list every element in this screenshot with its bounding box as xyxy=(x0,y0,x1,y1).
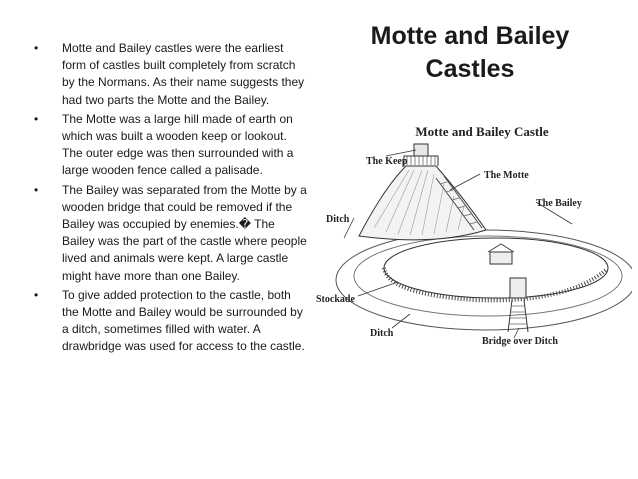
bullet-text: To give added protection to the castle, both the Motte and Bailey would be surrounded by a ditch, sometimes filled with water. A drawbridge was used for access to the castle. xyxy=(62,287,305,354)
bullet-text: The Motte was a large hill made of earth on which was built a wooden keep or lookout. The outer edge was then surrounded with a large wooden fence called a palisade. xyxy=(62,111,294,178)
castle-diagram xyxy=(314,118,632,362)
label-motte: The Motte xyxy=(484,170,529,181)
diagram-heading: Motte and Bailey Castle xyxy=(415,124,549,139)
bailey-gatehouse xyxy=(510,278,526,298)
slide-title-line-2: Castles xyxy=(425,55,515,83)
label-bridge: Bridge over Ditch xyxy=(482,336,558,347)
label-stockade: Stockade xyxy=(316,294,355,305)
bullet-dot: • xyxy=(34,41,39,55)
bullet-item xyxy=(32,111,310,180)
bullet-list xyxy=(32,40,310,358)
label-ditch-left: Ditch xyxy=(326,214,350,225)
label-ditch-bottom: Ditch xyxy=(370,328,394,339)
bullet-dot: • xyxy=(34,111,39,126)
bullet-dot: • xyxy=(34,182,39,197)
bullet-dot: • xyxy=(34,287,39,302)
bullet-item xyxy=(32,182,310,285)
keep-tower xyxy=(414,144,428,156)
label-keep: The Keep xyxy=(366,156,408,167)
bailey-building xyxy=(490,252,512,264)
bullet-item xyxy=(32,40,310,109)
bullet-text: Motte and Bailey castles were the earliest form of castles built completely from scratch by the Normans. As their name suggests they had two parts the Motte and the Bailey. xyxy=(62,41,305,107)
bullet-text: The Bailey was separated from the Motte by a wooden bridge that could be removed if the Bailey was occupied by enemies.� The Bailey was the part of the castle where people lived and animals were kept. A large castle might have more than one Bailey. xyxy=(62,182,307,283)
bullet-item xyxy=(32,287,310,356)
slide-title xyxy=(340,20,600,86)
label-bailey: The Bailey xyxy=(536,198,582,209)
slide-title-line-1: Motte and Bailey xyxy=(370,22,570,50)
diagram-background xyxy=(314,118,632,362)
